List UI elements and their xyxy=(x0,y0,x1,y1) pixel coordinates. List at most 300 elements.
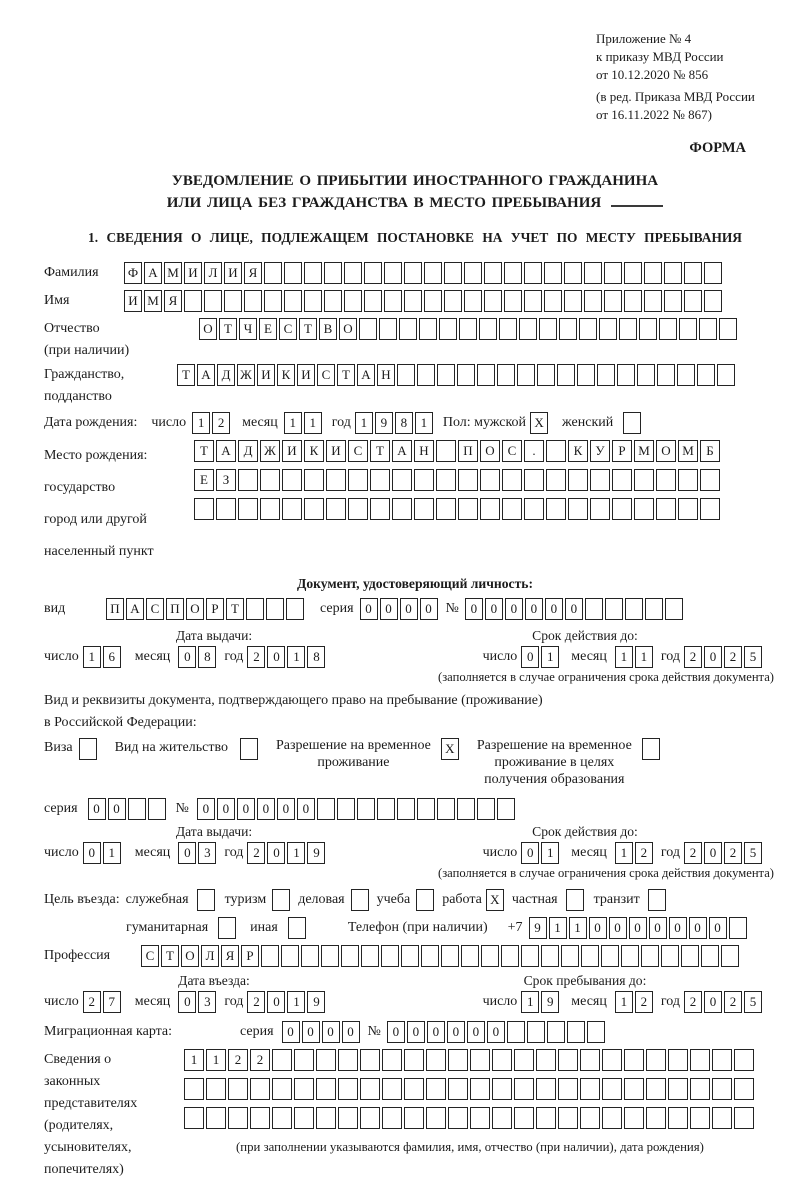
char-cell[interactable] xyxy=(338,1107,358,1129)
char-cell[interactable]: 0 xyxy=(342,1021,360,1043)
char-cell[interactable] xyxy=(459,318,477,340)
char-cell[interactable]: Р xyxy=(612,440,632,462)
char-cell[interactable] xyxy=(216,498,236,520)
char-cell[interactable] xyxy=(264,262,282,284)
char-cell[interactable] xyxy=(470,1078,490,1100)
char-cell[interactable]: 2 xyxy=(247,646,265,668)
char-cell[interactable] xyxy=(294,1107,314,1129)
char-cell[interactable]: 0 xyxy=(709,917,727,939)
char-cell[interactable]: 9 xyxy=(307,991,325,1013)
char-cell[interactable]: Ж xyxy=(260,440,280,462)
char-cell[interactable] xyxy=(448,1107,468,1129)
char-cell[interactable] xyxy=(444,290,462,312)
char-cell[interactable] xyxy=(384,290,402,312)
char-cell[interactable] xyxy=(414,469,434,491)
char-cell[interactable] xyxy=(304,498,324,520)
char-cell[interactable]: 1 xyxy=(569,917,587,939)
char-cell[interactable] xyxy=(266,598,284,620)
char-cell[interactable] xyxy=(668,1107,688,1129)
char-cell[interactable] xyxy=(284,262,302,284)
char-cell[interactable] xyxy=(304,469,324,491)
char-cell[interactable] xyxy=(546,498,566,520)
char-cell[interactable] xyxy=(228,1078,248,1100)
char-cell[interactable] xyxy=(338,1078,358,1100)
char-cell[interactable] xyxy=(590,469,610,491)
char-cell[interactable] xyxy=(524,262,542,284)
char-cell[interactable]: 0 xyxy=(545,598,563,620)
char-cell[interactable]: П xyxy=(106,598,124,620)
char-cell[interactable]: Т xyxy=(226,598,244,620)
char-cell[interactable]: 5 xyxy=(744,991,762,1013)
char-cell[interactable] xyxy=(697,364,715,386)
char-cell[interactable] xyxy=(717,364,735,386)
char-cell[interactable] xyxy=(401,945,419,967)
char-cell[interactable] xyxy=(304,290,322,312)
char-cell[interactable] xyxy=(624,1107,644,1129)
char-cell[interactable] xyxy=(424,262,442,284)
char-cell[interactable]: 1 xyxy=(287,842,305,864)
char-cell[interactable]: Б xyxy=(700,440,720,462)
char-cell[interactable]: Е xyxy=(194,469,214,491)
char-cell[interactable]: 0 xyxy=(360,598,378,620)
char-cell[interactable] xyxy=(444,262,462,284)
char-cell[interactable]: И xyxy=(297,364,315,386)
char-cell[interactable] xyxy=(492,1049,512,1071)
sex-female-checkbox[interactable] xyxy=(623,412,641,434)
char-cell[interactable]: 0 xyxy=(380,598,398,620)
char-cell[interactable]: 1 xyxy=(83,646,101,668)
char-cell[interactable]: Л xyxy=(204,262,222,284)
char-cell[interactable]: 5 xyxy=(744,646,762,668)
char-cell[interactable] xyxy=(148,798,166,820)
char-cell[interactable]: Е xyxy=(259,318,277,340)
char-cell[interactable] xyxy=(344,262,362,284)
char-cell[interactable] xyxy=(361,945,379,967)
char-cell[interactable] xyxy=(206,1078,226,1100)
char-cell[interactable]: 0 xyxy=(400,598,418,620)
char-cell[interactable] xyxy=(392,469,412,491)
char-cell[interactable] xyxy=(504,290,522,312)
char-cell[interactable] xyxy=(477,364,495,386)
char-cell[interactable]: 2 xyxy=(684,991,702,1013)
char-cell[interactable] xyxy=(547,1021,565,1043)
char-cell[interactable] xyxy=(184,290,202,312)
char-cell[interactable]: К xyxy=(568,440,588,462)
char-cell[interactable] xyxy=(246,598,264,620)
char-cell[interactable] xyxy=(646,1049,666,1071)
char-cell[interactable] xyxy=(448,1078,468,1100)
char-cell[interactable] xyxy=(644,290,662,312)
purpose-transit-checkbox[interactable] xyxy=(648,889,666,911)
char-cell[interactable] xyxy=(492,1078,512,1100)
char-cell[interactable] xyxy=(601,945,619,967)
char-cell[interactable] xyxy=(479,318,497,340)
char-cell[interactable] xyxy=(128,798,146,820)
char-cell[interactable]: О xyxy=(181,945,199,967)
char-cell[interactable] xyxy=(624,1049,644,1071)
char-cell[interactable]: 8 xyxy=(307,646,325,668)
char-cell[interactable]: А xyxy=(392,440,412,462)
char-cell[interactable] xyxy=(719,318,737,340)
char-cell[interactable] xyxy=(439,318,457,340)
char-cell[interactable]: Ч xyxy=(239,318,257,340)
char-cell[interactable] xyxy=(502,498,522,520)
char-cell[interactable] xyxy=(501,945,519,967)
char-cell[interactable]: 0 xyxy=(282,1021,300,1043)
char-cell[interactable] xyxy=(561,945,579,967)
char-cell[interactable] xyxy=(590,498,610,520)
char-cell[interactable] xyxy=(521,945,539,967)
char-cell[interactable] xyxy=(734,1107,754,1129)
char-cell[interactable]: 3 xyxy=(198,842,216,864)
char-cell[interactable] xyxy=(579,318,597,340)
char-cell[interactable] xyxy=(250,1107,270,1129)
char-cell[interactable]: 1 xyxy=(635,646,653,668)
char-cell[interactable] xyxy=(656,498,676,520)
char-cell[interactable]: 0 xyxy=(217,798,235,820)
char-cell[interactable] xyxy=(537,364,555,386)
char-cell[interactable]: 0 xyxy=(487,1021,505,1043)
char-cell[interactable] xyxy=(619,318,637,340)
char-cell[interactable]: 0 xyxy=(704,646,722,668)
char-cell[interactable]: 1 xyxy=(284,412,302,434)
char-cell[interactable]: П xyxy=(166,598,184,620)
char-cell[interactable]: 0 xyxy=(589,917,607,939)
char-cell[interactable]: Ф xyxy=(124,262,142,284)
char-cell[interactable]: 0 xyxy=(267,991,285,1013)
char-cell[interactable] xyxy=(384,262,402,284)
char-cell[interactable]: 9 xyxy=(375,412,393,434)
char-cell[interactable]: Ж xyxy=(237,364,255,386)
char-cell[interactable] xyxy=(734,1078,754,1100)
char-cell[interactable] xyxy=(348,498,368,520)
char-cell[interactable]: 1 xyxy=(192,412,210,434)
char-cell[interactable]: 0 xyxy=(521,842,539,864)
char-cell[interactable] xyxy=(544,262,562,284)
char-cell[interactable] xyxy=(382,1078,402,1100)
char-cell[interactable] xyxy=(700,469,720,491)
char-cell[interactable]: 1 xyxy=(549,917,567,939)
char-cell[interactable] xyxy=(204,290,222,312)
char-cell[interactable] xyxy=(678,498,698,520)
char-cell[interactable] xyxy=(470,1049,490,1071)
char-cell[interactable] xyxy=(541,945,559,967)
char-cell[interactable] xyxy=(678,469,698,491)
char-cell[interactable]: 0 xyxy=(465,598,483,620)
char-cell[interactable] xyxy=(260,498,280,520)
char-cell[interactable] xyxy=(364,262,382,284)
char-cell[interactable]: 0 xyxy=(407,1021,425,1043)
char-cell[interactable] xyxy=(304,262,322,284)
char-cell[interactable]: 8 xyxy=(395,412,413,434)
char-cell[interactable] xyxy=(261,945,279,967)
char-cell[interactable]: 1 xyxy=(287,991,305,1013)
char-cell[interactable] xyxy=(645,598,663,620)
temp-residence-permit-checkbox[interactable]: X xyxy=(441,738,459,760)
char-cell[interactable]: Н xyxy=(414,440,434,462)
char-cell[interactable]: С xyxy=(502,440,522,462)
char-cell[interactable] xyxy=(624,290,642,312)
char-cell[interactable] xyxy=(404,1107,424,1129)
char-cell[interactable]: 1 xyxy=(206,1049,226,1071)
char-cell[interactable] xyxy=(584,262,602,284)
char-cell[interactable]: 0 xyxy=(322,1021,340,1043)
char-cell[interactable] xyxy=(317,798,335,820)
char-cell[interactable] xyxy=(659,318,677,340)
char-cell[interactable]: 2 xyxy=(247,991,265,1013)
char-cell[interactable]: 0 xyxy=(267,842,285,864)
char-cell[interactable] xyxy=(424,290,442,312)
char-cell[interactable] xyxy=(577,364,595,386)
char-cell[interactable] xyxy=(502,469,522,491)
char-cell[interactable]: О xyxy=(656,440,676,462)
char-cell[interactable] xyxy=(639,318,657,340)
char-cell[interactable] xyxy=(436,498,456,520)
char-cell[interactable]: С xyxy=(146,598,164,620)
char-cell[interactable] xyxy=(721,945,739,967)
char-cell[interactable] xyxy=(382,1107,402,1129)
char-cell[interactable]: 0 xyxy=(704,991,722,1013)
char-cell[interactable]: У xyxy=(590,440,610,462)
char-cell[interactable]: С xyxy=(279,318,297,340)
char-cell[interactable] xyxy=(664,290,682,312)
visa-checkbox[interactable] xyxy=(79,738,97,760)
char-cell[interactable] xyxy=(426,1049,446,1071)
char-cell[interactable]: 1 xyxy=(355,412,373,434)
char-cell[interactable] xyxy=(326,469,346,491)
char-cell[interactable] xyxy=(360,1049,380,1071)
char-cell[interactable] xyxy=(668,1049,688,1071)
char-cell[interactable] xyxy=(585,598,603,620)
char-cell[interactable] xyxy=(417,798,435,820)
char-cell[interactable] xyxy=(404,290,422,312)
char-cell[interactable]: 1 xyxy=(541,646,559,668)
char-cell[interactable] xyxy=(377,798,395,820)
char-cell[interactable]: Т xyxy=(194,440,214,462)
char-cell[interactable] xyxy=(382,1049,402,1071)
char-cell[interactable] xyxy=(564,262,582,284)
char-cell[interactable] xyxy=(324,262,342,284)
char-cell[interactable] xyxy=(517,364,535,386)
char-cell[interactable] xyxy=(344,290,362,312)
char-cell[interactable] xyxy=(519,318,537,340)
char-cell[interactable] xyxy=(684,262,702,284)
char-cell[interactable]: З xyxy=(216,469,236,491)
char-cell[interactable]: 0 xyxy=(83,842,101,864)
char-cell[interactable]: 0 xyxy=(302,1021,320,1043)
char-cell[interactable]: 2 xyxy=(684,646,702,668)
char-cell[interactable] xyxy=(704,262,722,284)
char-cell[interactable] xyxy=(477,798,495,820)
char-cell[interactable]: 2 xyxy=(212,412,230,434)
char-cell[interactable]: 0 xyxy=(108,798,126,820)
char-cell[interactable] xyxy=(337,798,355,820)
char-cell[interactable]: И xyxy=(224,262,242,284)
char-cell[interactable]: 0 xyxy=(237,798,255,820)
char-cell[interactable]: 0 xyxy=(669,917,687,939)
char-cell[interactable]: 1 xyxy=(615,646,633,668)
char-cell[interactable] xyxy=(316,1049,336,1071)
char-cell[interactable] xyxy=(282,498,302,520)
char-cell[interactable] xyxy=(417,364,435,386)
char-cell[interactable] xyxy=(421,945,439,967)
char-cell[interactable] xyxy=(457,364,475,386)
char-cell[interactable] xyxy=(370,498,390,520)
char-cell[interactable] xyxy=(690,1107,710,1129)
char-cell[interactable]: Я xyxy=(164,290,182,312)
char-cell[interactable]: И xyxy=(184,262,202,284)
char-cell[interactable] xyxy=(580,1078,600,1100)
char-cell[interactable] xyxy=(602,1049,622,1071)
char-cell[interactable] xyxy=(712,1078,732,1100)
char-cell[interactable]: 0 xyxy=(267,646,285,668)
char-cell[interactable]: Л xyxy=(201,945,219,967)
char-cell[interactable] xyxy=(557,364,575,386)
char-cell[interactable] xyxy=(224,290,242,312)
char-cell[interactable]: 0 xyxy=(565,598,583,620)
char-cell[interactable]: А xyxy=(144,262,162,284)
char-cell[interactable] xyxy=(414,498,434,520)
char-cell[interactable] xyxy=(348,469,368,491)
char-cell[interactable] xyxy=(536,1078,556,1100)
char-cell[interactable] xyxy=(426,1107,446,1129)
char-cell[interactable] xyxy=(668,1078,688,1100)
char-cell[interactable] xyxy=(536,1049,556,1071)
char-cell[interactable]: Я xyxy=(244,262,262,284)
char-cell[interactable] xyxy=(379,318,397,340)
char-cell[interactable] xyxy=(524,498,544,520)
char-cell[interactable]: 0 xyxy=(88,798,106,820)
char-cell[interactable]: 0 xyxy=(649,917,667,939)
char-cell[interactable] xyxy=(617,364,635,386)
char-cell[interactable] xyxy=(436,469,456,491)
char-cell[interactable] xyxy=(484,290,502,312)
char-cell[interactable]: 5 xyxy=(744,842,762,864)
char-cell[interactable] xyxy=(568,498,588,520)
char-cell[interactable]: 0 xyxy=(277,798,295,820)
char-cell[interactable] xyxy=(527,1021,545,1043)
char-cell[interactable]: А xyxy=(216,440,236,462)
char-cell[interactable]: Р xyxy=(241,945,259,967)
char-cell[interactable] xyxy=(507,1021,525,1043)
char-cell[interactable] xyxy=(625,598,643,620)
purpose-study-checkbox[interactable] xyxy=(416,889,434,911)
char-cell[interactable]: 1 xyxy=(184,1049,204,1071)
char-cell[interactable]: 3 xyxy=(198,991,216,1013)
char-cell[interactable] xyxy=(664,262,682,284)
char-cell[interactable] xyxy=(497,364,515,386)
char-cell[interactable] xyxy=(458,469,478,491)
char-cell[interactable] xyxy=(544,290,562,312)
char-cell[interactable] xyxy=(360,1107,380,1129)
char-cell[interactable] xyxy=(729,917,747,939)
char-cell[interactable]: 0 xyxy=(689,917,707,939)
char-cell[interactable] xyxy=(206,1107,226,1129)
char-cell[interactable] xyxy=(470,1107,490,1129)
char-cell[interactable] xyxy=(567,1021,585,1043)
char-cell[interactable] xyxy=(558,1078,578,1100)
char-cell[interactable]: С xyxy=(348,440,368,462)
char-cell[interactable] xyxy=(480,498,500,520)
char-cell[interactable]: 0 xyxy=(505,598,523,620)
char-cell[interactable] xyxy=(514,1049,534,1071)
char-cell[interactable] xyxy=(637,364,655,386)
char-cell[interactable] xyxy=(524,469,544,491)
char-cell[interactable] xyxy=(646,1107,666,1129)
char-cell[interactable]: 1 xyxy=(304,412,322,434)
char-cell[interactable]: 0 xyxy=(297,798,315,820)
char-cell[interactable] xyxy=(272,1078,292,1100)
char-cell[interactable]: Д xyxy=(238,440,258,462)
char-cell[interactable]: 1 xyxy=(415,412,433,434)
char-cell[interactable] xyxy=(634,498,654,520)
char-cell[interactable] xyxy=(536,1107,556,1129)
char-cell[interactable]: К xyxy=(277,364,295,386)
char-cell[interactable] xyxy=(316,1107,336,1129)
char-cell[interactable] xyxy=(338,1049,358,1071)
purpose-work-checkbox[interactable]: X xyxy=(486,889,504,911)
char-cell[interactable]: М xyxy=(164,262,182,284)
char-cell[interactable] xyxy=(634,469,654,491)
char-cell[interactable]: С xyxy=(317,364,335,386)
char-cell[interactable] xyxy=(644,262,662,284)
char-cell[interactable]: 9 xyxy=(541,991,559,1013)
char-cell[interactable]: М xyxy=(634,440,654,462)
char-cell[interactable]: 1 xyxy=(615,842,633,864)
char-cell[interactable]: П xyxy=(458,440,478,462)
char-cell[interactable] xyxy=(612,498,632,520)
char-cell[interactable] xyxy=(238,469,258,491)
sex-male-checkbox[interactable]: X xyxy=(530,412,548,434)
char-cell[interactable] xyxy=(546,469,566,491)
char-cell[interactable]: 6 xyxy=(103,646,121,668)
char-cell[interactable] xyxy=(294,1049,314,1071)
char-cell[interactable] xyxy=(621,945,639,967)
char-cell[interactable] xyxy=(426,1078,446,1100)
char-cell[interactable] xyxy=(580,1107,600,1129)
char-cell[interactable] xyxy=(370,469,390,491)
char-cell[interactable]: Т xyxy=(299,318,317,340)
char-cell[interactable] xyxy=(284,290,302,312)
char-cell[interactable]: 0 xyxy=(178,646,196,668)
char-cell[interactable]: А xyxy=(126,598,144,620)
char-cell[interactable]: 1 xyxy=(287,646,305,668)
char-cell[interactable]: 2 xyxy=(684,842,702,864)
char-cell[interactable]: Т xyxy=(370,440,390,462)
char-cell[interactable]: А xyxy=(197,364,215,386)
purpose-other-checkbox[interactable] xyxy=(288,917,306,939)
char-cell[interactable] xyxy=(419,318,437,340)
char-cell[interactable] xyxy=(624,1078,644,1100)
char-cell[interactable]: 0 xyxy=(485,598,503,620)
char-cell[interactable] xyxy=(656,469,676,491)
char-cell[interactable] xyxy=(381,945,399,967)
char-cell[interactable] xyxy=(602,1078,622,1100)
char-cell[interactable] xyxy=(684,290,702,312)
char-cell[interactable] xyxy=(514,1107,534,1129)
char-cell[interactable] xyxy=(504,262,522,284)
char-cell[interactable] xyxy=(580,1049,600,1071)
char-cell[interactable] xyxy=(524,290,542,312)
char-cell[interactable] xyxy=(546,440,566,462)
purpose-humanitarian-checkbox[interactable] xyxy=(218,917,236,939)
char-cell[interactable]: Т xyxy=(177,364,195,386)
char-cell[interactable] xyxy=(584,290,602,312)
char-cell[interactable]: А xyxy=(357,364,375,386)
char-cell[interactable] xyxy=(539,318,557,340)
char-cell[interactable]: 0 xyxy=(178,842,196,864)
char-cell[interactable] xyxy=(357,798,375,820)
